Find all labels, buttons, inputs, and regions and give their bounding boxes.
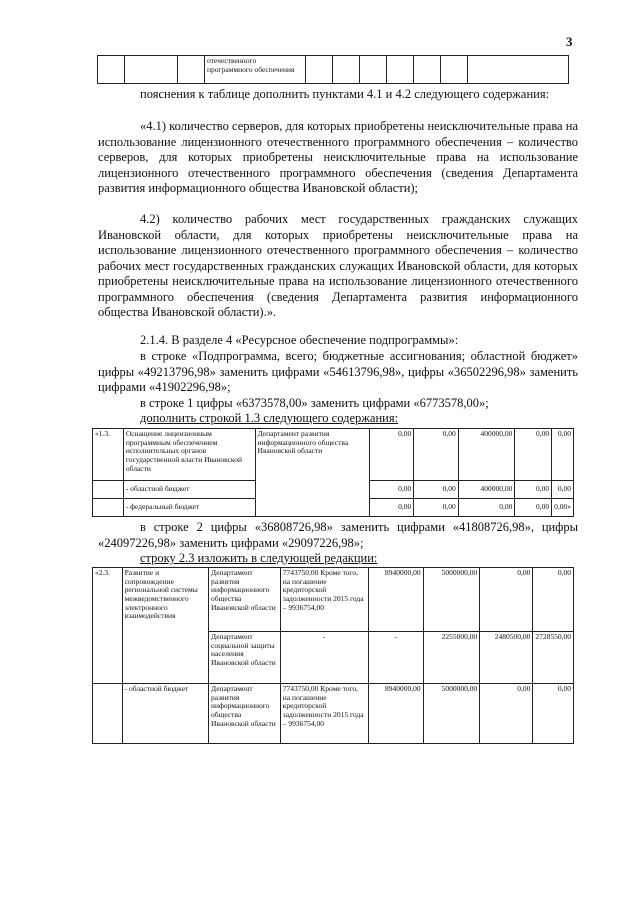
page-number: 3 — [566, 34, 573, 49]
table-cell — [98, 56, 125, 84]
table-row-1-3 — [92, 428, 574, 517]
paragraph-add-row: дополнить строкой 1.3 следующего содержания: — [140, 411, 399, 425]
table-cell — [125, 56, 178, 84]
table-cell: отечественного программного обеспечения — [205, 56, 306, 84]
table-row-2-3 — [92, 567, 574, 744]
table-cell — [441, 56, 468, 84]
table-row: - федеральный бюджет 0,00 0,00 0,00 0,00 0,00» — [93, 499, 574, 517]
table-cell — [178, 56, 205, 84]
table-cell — [387, 56, 414, 84]
paragraph-2-1-4: 2.1.4. В разделе 4 «Ресурсное обеспечение подпрограммы»: — [140, 333, 459, 347]
table-cell — [468, 56, 569, 84]
paragraph-subprogram: в строке «Подпрограмма, всего; бюджетные ассигнования; областной бюджет» цифры «49213796,98» заменить цифрами «54613796,98», цифры «36502296,98» заменить цифрами «41902296,98»; — [98, 349, 578, 394]
paragraph-row-2-3: строку 2.3 изложить в следующей редакции: — [140, 551, 378, 565]
table-cell — [333, 56, 360, 84]
paragraph-row1: в строке 1 цифры «6373578,00» заменить цифрами «6773578,00»; — [140, 396, 489, 410]
table-row: - областной бюджет Департамент развития информационного общества Ивановской области 7743750,00 Кроме того, на погашение кредиторской задолженности 2015 года – 9936754,00 8940000,00 5000000,00 0,00 0,00 — [93, 684, 574, 744]
table-cell — [414, 56, 441, 84]
table-cell — [360, 56, 387, 84]
paragraph-4-1: «4.1) количество серверов, для которых приобретены неисключительные права на использование лицензионного отечественного программного обеспечения – количество серверов, для которых приобретены неисключительные права на использование лицензионного отечественного программного обеспечения (сведения Департамента развития информационного общества Ивановской области); — [98, 119, 578, 195]
table-row: - областной бюджет 0,00 0,00 400000,00 0,00 0,00 — [93, 481, 574, 499]
table-row: «2.3. Развитие и сопровождение региональной системы межведомственного электронного взаимодействия Департамент развития информационного общества Ивановской области 7743750,00 Кроме того, на погашение кредиторской задолженности 2015 года – 9936754,00 8940000,00 5000000,00 0,00 0,00 — [93, 568, 574, 632]
paragraph-4-2: 4.2) количество рабочих мест государственных гражданских служащих Ивановской области, для которых приобретены неисключительные права на использование лицензионного отечественного программного обеспечения – количество рабочих мест государственных гражданских служащих Ивановской области, для которых приобретены неисключительные права на использование лицензионного отечественного программного обеспечения (сведения Департамента развития информационного общества Ивановской области).». — [98, 212, 578, 319]
paragraph-row2: в строке 2 цифры «36808726,98» заменить цифрами «41808726,98», цифры «24097226,98» заменить цифрами «29097226,98»; — [98, 520, 578, 550]
paragraph-intro: пояснения к таблице дополнить пунктами 4.1 и 4.2 следующего содержания: — [140, 87, 550, 101]
top-table — [97, 55, 569, 84]
table-row: Департамент социальной защиты населения Ивановской области - - 2255000,00 2480500,00 2728550,00 — [93, 632, 574, 684]
table-row: «1.3. Оснащение лицензионным программным обеспечением исполнительных органов государственной власти Ивановской области Департамент развития информационного общества Ивановской области 0,00 0,00 400000,00 0,00 0,00 — [93, 429, 574, 481]
table-cell — [306, 56, 333, 84]
